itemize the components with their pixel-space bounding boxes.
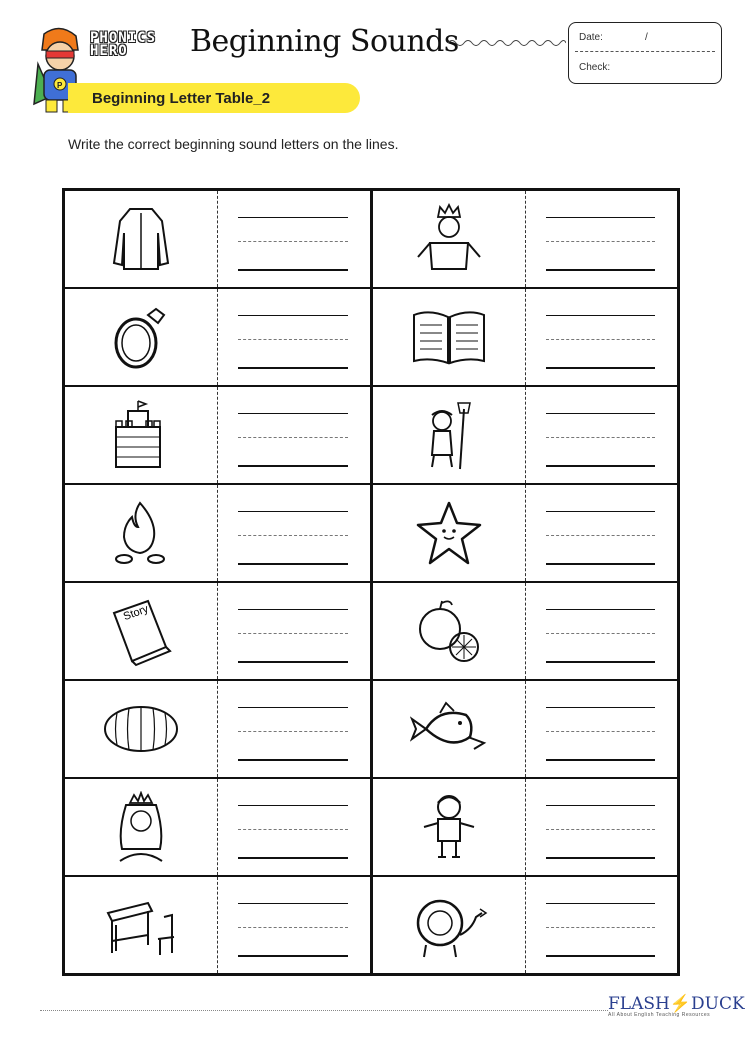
picture-cell: [65, 191, 218, 287]
picture-cell: [373, 191, 526, 287]
date-check-box: [568, 22, 722, 84]
table-row: [65, 191, 370, 289]
table-row: [373, 485, 678, 583]
table-row: [65, 387, 370, 485]
table-row: [373, 681, 678, 779]
logo-line2: HERO: [90, 43, 128, 59]
flashduck-logo: [608, 994, 745, 1018]
table-row: [373, 289, 678, 387]
picture-cell: [65, 485, 218, 581]
picture-cell: [373, 877, 526, 973]
writing-lines[interactable]: [526, 681, 678, 777]
table-row: [65, 289, 370, 387]
answer-grid: [62, 188, 680, 976]
logo-line1: PHONICS: [90, 30, 157, 46]
lion-icon: [410, 889, 488, 961]
sweep-icon: [410, 399, 488, 471]
writing-lines[interactable]: [526, 191, 678, 287]
writing-lines[interactable]: [526, 877, 678, 973]
writing-lines[interactable]: [218, 583, 370, 679]
book-icon: [410, 301, 488, 373]
orange-icon: [410, 595, 488, 667]
squiggle-decoration-icon: [448, 38, 566, 48]
writing-lines[interactable]: [526, 583, 678, 679]
brand-tagline: All About English Teaching Resources: [608, 1012, 711, 1018]
svg-text:P: P: [57, 81, 63, 90]
table-row: [65, 779, 370, 877]
table-row: [65, 877, 370, 973]
picture-cell: [65, 779, 218, 875]
picture-cell: [65, 387, 218, 483]
banner-label: Beginning Letter Table_2: [92, 90, 271, 107]
fire-icon: [102, 497, 180, 569]
table-row: [373, 583, 678, 681]
table-row: [373, 779, 678, 877]
ring-icon: [102, 301, 180, 373]
picture-cell: [65, 877, 218, 973]
writing-lines[interactable]: [218, 485, 370, 581]
coat-icon: [102, 203, 180, 275]
writing-lines[interactable]: [218, 191, 370, 287]
phonics-hero-logo: [90, 32, 156, 58]
table-row: [65, 583, 370, 681]
picture-cell: [65, 289, 218, 385]
queen-icon: [102, 791, 180, 863]
date-divider: [575, 51, 715, 52]
brand-left: FLASH: [608, 994, 670, 1014]
picture-cell: [65, 583, 218, 679]
king-icon: [410, 203, 488, 275]
writing-lines[interactable]: [218, 387, 370, 483]
table-row: [373, 877, 678, 973]
table-row: [373, 387, 678, 485]
right-column: [373, 191, 678, 973]
svg-text:Story: Story: [121, 603, 151, 624]
boy-icon: [410, 791, 488, 863]
check-label: Check:: [579, 62, 611, 73]
star-icon: [410, 497, 488, 569]
watermelon-icon: [102, 693, 180, 765]
desk-icon: [102, 889, 180, 961]
writing-lines[interactable]: [526, 387, 678, 483]
instruction-text: Write the correct beginning sound letters on the lines.: [68, 136, 399, 152]
writing-lines[interactable]: [526, 289, 678, 385]
left-column: [65, 191, 373, 973]
picture-cell: [373, 485, 526, 581]
picture-cell: [65, 681, 218, 777]
date-label: Date:: [579, 32, 603, 43]
picture-cell: [373, 779, 526, 875]
page-title: Beginning Sounds: [190, 24, 459, 59]
picture-cell: [373, 387, 526, 483]
fish-icon: [410, 693, 488, 765]
writing-lines[interactable]: [218, 681, 370, 777]
picture-cell: [373, 583, 526, 679]
writing-lines[interactable]: [218, 289, 370, 385]
table-row: [65, 681, 370, 779]
worksheet-banner: [68, 83, 360, 113]
lightning-bolt-icon: ⚡: [669, 994, 692, 1014]
writing-lines[interactable]: [526, 485, 678, 581]
storybook-icon: [102, 595, 180, 667]
writing-lines[interactable]: [218, 779, 370, 875]
writing-lines[interactable]: [526, 779, 678, 875]
table-row: [65, 485, 370, 583]
picture-cell: [373, 289, 526, 385]
castle-icon: [102, 399, 180, 471]
date-slash: /: [645, 32, 648, 43]
table-row: [373, 191, 678, 289]
footer-divider: [40, 1010, 608, 1011]
writing-lines[interactable]: [218, 877, 370, 973]
picture-cell: [373, 681, 526, 777]
brand-right: DUCK: [691, 994, 745, 1014]
